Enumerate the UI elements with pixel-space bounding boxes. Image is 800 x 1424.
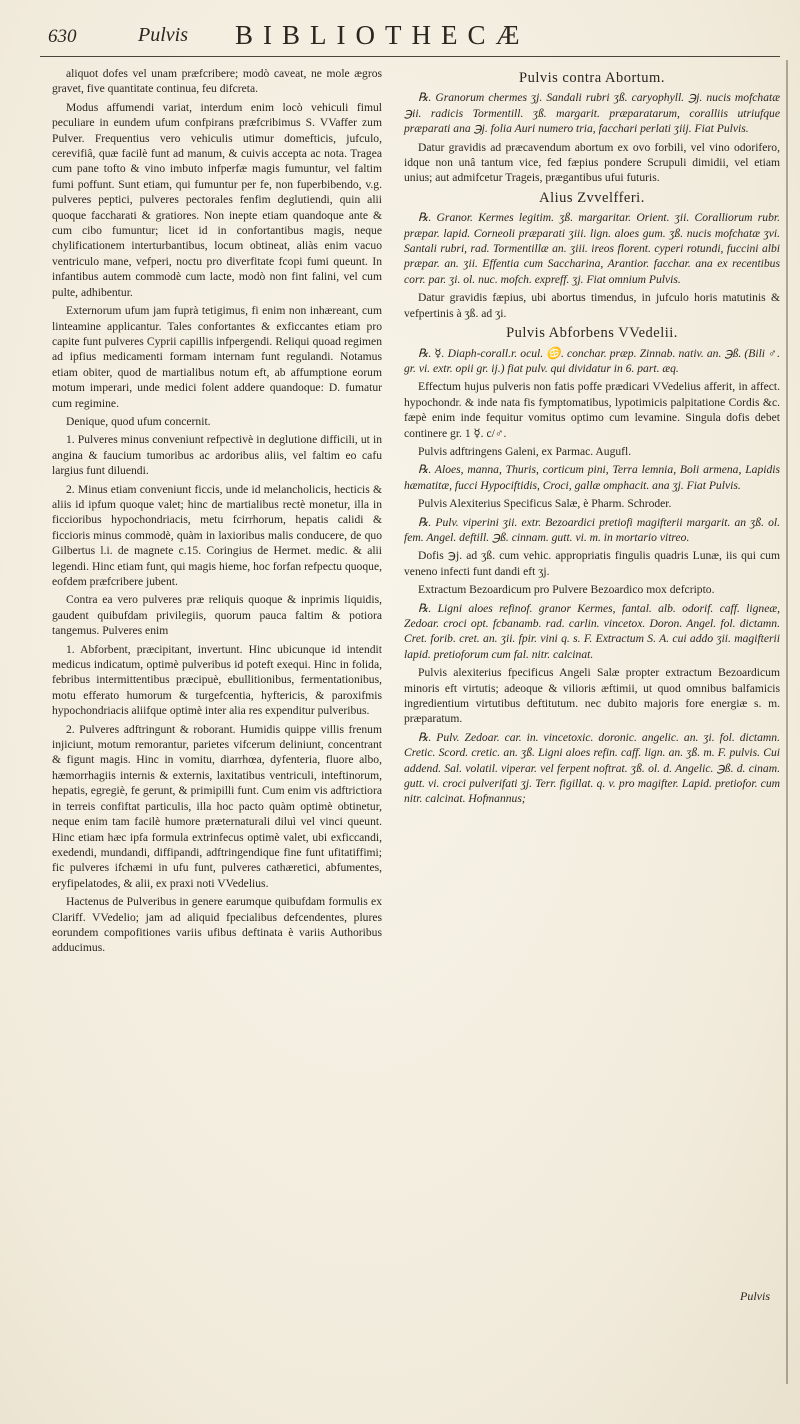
right-paragraph: Pulvis alexiterius fpecificus Angeli Salæ propter extractum Bezoardicum minoris eft virtutis; adeoque & vilioris æftimii, ut quod omnibus balfamicis ingredientium virtutibus deftitutum. nec dubito majoris fore energiæ s. m. præparatum. — [404, 666, 780, 726]
recipe-paragraph: ℞. ☿. Diaph-corall.r. ocul. ♋. conchar. præp. Zinnab. nativ. an. ℈ß. (Bili ♂. gr. vi. extr. opii gr. ij.) fiat pulv. qui dividatur in 6. part. æq. — [404, 346, 780, 375]
right-column — [404, 66, 780, 810]
left-paragraph: 1. Pulveres minus conveniunt refpectivè in deglutione difficili, ut in angina & faucium tumoribus ac ardoribus aliis, vel faltim eo cafu largius funt diluendi. — [52, 433, 382, 478]
recipe-paragraph: ℞. Pulv. Zedoar. car. in. vincetoxic. doronic. angelic. an. ʒi. fol. dictamn. Cretic. Scord. cretic. an. ʒß. Ligni aloes refin. caff. lign. an. ʒß. m. F. pulvis. Cui addend. Sal. volatil. viperar. vel ferpent noftrat. ʒß. ol. d. Angelic. ℈ß. d. cinam. gutt. vi. croci pulverifati ʒj. Terr. figillat. q. v. pro magifter. Lapid. pretiofor. cum nitr. calcinat. Hofmannus; — [404, 730, 780, 806]
recipe-paragraph: ℞. Granor. Kermes legitim. ʒß. margaritar. Orient. ʒii. Coralliorum rubr. præpar. lapid. Corneoli præparati ʒiii. lign. aloes gum. ʒß. nucis mofchatæ ʒvi. Santali rubri, rad. Tormentillæ an. ʒiii. ireos florent. cyperi rotundi, fuccini albi præpar. an. ʒii. Effentia cum Saccharina, Arantior. facchar. ana ex recentibus corr. par. ʒi. ol. nuc. mofch. expreff. ʒj. Fiat omnium Pulvis. — [404, 211, 780, 286]
left-column — [52, 66, 382, 959]
right-paragraph: Effectum hujus pulveris non fatis poffe prædicari VVedelius afferit, in affect. hypochondr. & inde nata fis fymptomatibus, lypotimicis palpitatione Cordis &c. fæpè enim inde fequitur vomitus optimo cum levamine. Singula dofis debet continere gr. 1 ☿. c/♂. — [404, 380, 780, 440]
left-paragraph: Denique, quod ufum concernit. — [66, 414, 211, 428]
right-paragraph: Extractum Bezoardicum pro Pulvere Bezoardico mox defcripto. — [418, 583, 715, 597]
left-paragraph: 1. Abforbent, præcipitant, invertunt. Hinc ubicunque id intendit medicus indicatum, optimè pulveribus id poteft exequi. Hinc in folida, febribus intermittentibus præcipuè, ebullitionibus, fermentationibus, motu efferato humorum & turgefcentia, hyftericis, & paroxifmis hypochondriacis aliifque optimè inter alia res expenditur pulveribus. — [52, 642, 382, 718]
page-number: 630 — [48, 26, 77, 47]
right-paragraph: Pulvis Alexiterius Specificus Salæ, è Pharm. Schroder. — [418, 497, 672, 511]
running-word: Pulvis — [138, 24, 188, 46]
left-paragraph: Modus affumendi variat, interdum enim locò vehiculi fimul peculiare in eundem ufum confpirans præfcribimus S. VVaffer zum Pulver. Frequentius vero vehiculis utimur domefticis, jufculo, cerevifiâ, quæ facilè funt ad manum, & cuivis accepta ac nota. Tragea cum pane tofto & vino imbuto infperfæ magis fumuntur, vel faltim fumi poffunt. Sunt etiam, qui fumuntur per fe, non fuperbibendo, v.g. pulveres peptici, pulveres pectorales fenfim deglutiendi, quin alii quoque faccharati & gratiores. Non inepte etiam quandoque ante & cum cibo fumuntur; licet id in confortantibus magis, neque chylificationem interturbantibus, locum obtineat, aliàs enim vacuo ventriculo mane, vefperi, noctu pro diverfitate fcopi fumi queunt. In infantibus autem commodè cum lacte, modò non fint falini, vel cum pulte, adhibentur. — [52, 100, 382, 299]
page-edge-shadow — [786, 60, 788, 1384]
recipe-paragraph: ℞. Ligni aloes refinof. granor Kermes, fantal. alb. odorif. caff. ligneæ, Zedoar. croci opt. fcbanamb. rad. carlin. vincetox. Doron. Angel. fol. dictamn. Cret. forib. cret. an. ʒii. fpir. vini q. s. F. Extractum S. A. cui addo ʒii. magifterii lapid. pretioforum cum fal. nitr. calcinat. — [404, 601, 780, 661]
left-paragraph: 2. Minus etiam conveniunt ficcis, unde id melancholicis, hecticis & aliis id ipfum quoque valet; hinc de martialibus rectè monetur, illa in ficcioribus hypochondriacis, metu fcirrhorum, hepatis calidi & ficcioris minus commodè, quàm in laxioribus malis conducere, de quo Gilbertus l.i. de magnete c.15. Coringius de Hermet. medic. & alii legendi. Hinc etiam funt, qui magis hieme, hoc forfan refpectu quoque, eofdem præfcribere jubent. — [52, 482, 382, 588]
left-paragraph: 2. Pulveres adftringunt & roborant. Humidis quippe villis frenum injiciunt, motum remorantur, parietes vifcerum deliniunt, concentrant & figunt magis. Hinc in vomitu, diarrhœa, dyfenteria, fluore albo, hæmorrhagiis internis & externis, laxitatibus ventriculi, inteftinorum, hepatis, egregiè, fe gerunt, & primipilli funt. Cum enim vis adftrictiora in terreis confiftat particulis, illa hoc pacto quàm optimè obtinetur, neque enim tam facilè humore præternaturali diluì vel vinci queunt. Hinc etiam hæc ipfa formula extrinfecus optimè valet, ubi exficcandi, exedendi, mundandi, diffipandi, adftringendique fine funt ufitatiffimi; fic pulveres ifchæmi in ufu funt, pulveres cathæretici, abfumentes, eryfipelatodes, & alii, ex praxi noti VVedelius. — [52, 722, 382, 890]
section-heading: Pulvis Abforbens VVedelii. — [506, 325, 678, 342]
right-paragraph: Dofis ℈j. ad ʒß. cum vehic. appropriatis fingulis quadris Lunæ, iis qui cum veneno infecti funt dandi eft ʒj. — [404, 549, 780, 578]
recipe-paragraph: ℞. Pulv. viperini ʒii. extr. Bezoardici pretiofi magifterii margarit. an ʒß. ol. fem. Angel. deftill. ℈ß. cinnam. gutt. vi. m. in mortario vitreo. — [404, 515, 780, 544]
section-heading: Alius Zvvelfferi. — [539, 189, 645, 206]
catchword: Pulvis — [740, 1289, 770, 1303]
right-paragraph: Datur gravidis fæpius, ubi abortus timendus, in jufculo horis matutinis & vefpertinis à ʒß. ad ʒi. — [404, 291, 780, 320]
page-header — [40, 20, 780, 57]
left-paragraph: Hactenus de Pulveribus in genere earumque quibufdam formulis ex Clariff. VVedelio; jam ad aliquid fpecialibus defcendentes, plures eorundem compofitiones variis ufibus deftinata è variis Authoribus adducimus. — [52, 895, 382, 955]
left-paragraph: Contra ea vero pulveres præ reliquis quoque & inprimis liquidis, gaudent quibufdam privilegiis, quorum pauca faltim & potiora tangemus. Pulveres enim — [52, 593, 382, 638]
section-heading: Pulvis contra Abortum. — [519, 70, 665, 86]
left-paragraph: Externorum ufum jam fuprà tetigimus, fi enim non inhæreant, cum linteamine applicantur. Tales confortantes & exficcantes etiam pro capite funt pulveres Cyprii capillis infpergendi. Reliqui quoad regimen ad ipfius medicamenti formam internam funt regulandi. Notamus etiam obiter, quod de martialibus notum eft, ab affumptione eorum motum imperari, unde medici folent addere quandoque: D. fumatur cum regimine. — [52, 304, 382, 410]
right-paragraph: Datur gravidis ad præcavendum abortum ex ovo forbili, vel vino odorifero, idque non unâ tantum vice, fed fæpius pondere Scrupuli dimidii, vel etiam unius; aut admifcetur Trageis, prægantibus ufui futuris. — [404, 140, 780, 185]
recipe-paragraph: ℞. Aloes, manna, Thuris, corticum pini, Terra lemnia, Boli armena, Lapidis hæmatitæ, fucci Hypociftidis, Croci, gallæ omphacit. ana ʒj. Fiat Pulvis. — [404, 463, 780, 492]
left-paragraph: aliquot dofes vel unam præfcribere; modò caveat, ne mole ægros gravet, five quantitate continua, feu difcreta. — [52, 67, 382, 96]
running-title: BIBLIOTHECÆ — [235, 20, 530, 50]
right-paragraph: Pulvis adftringens Galeni, ex Parmac. Augufl. — [418, 444, 632, 458]
recipe-paragraph: ℞. Granorum chermes ʒj. Sandali rubri ʒß. caryophyll. ℈j. nucis mofchatæ ℈ii. radicis Tormentill. ʒß. margarit. præparatarum, coralliis utriufque præparati ana ℈j. folia Auri numero tria, facchari perlati ʒiij. Fiat Pulvis. — [404, 91, 780, 136]
